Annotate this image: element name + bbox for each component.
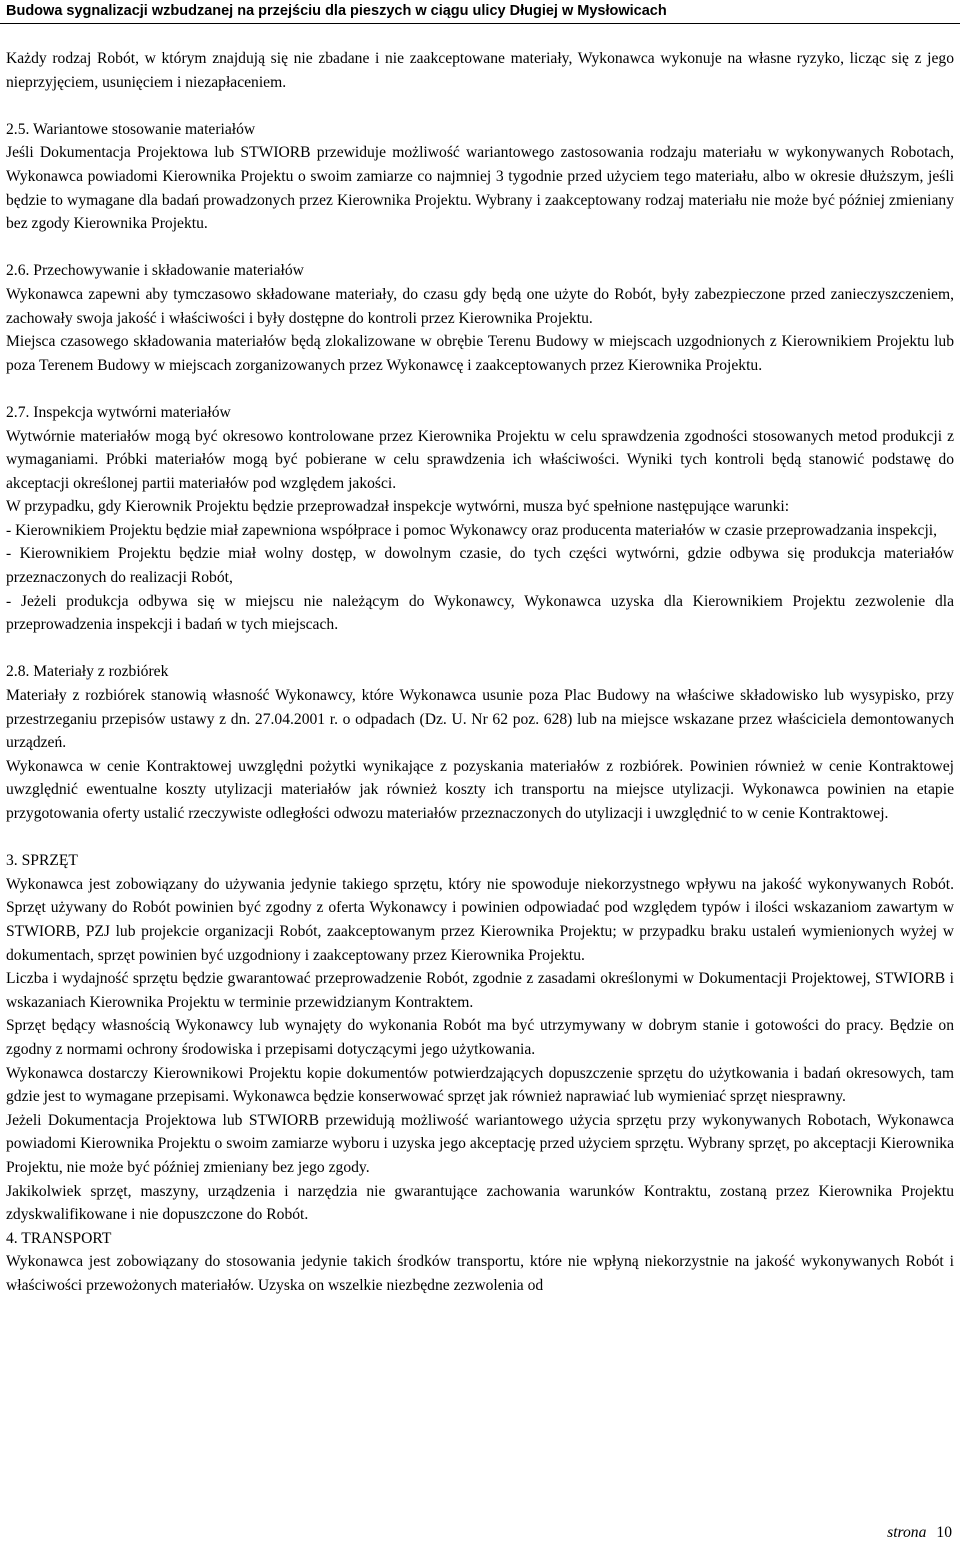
paragraph: 2.5. Wariantowe stosowanie materiałów — [6, 120, 256, 138]
paragraph: Wykonawca dostarczy Kierownikowi Projektu kopie dokumentów potwierdzających dopuszczenie sprzętu do użytkowania i badań okresowych, tam gdzie jest to wymagane przepisami. Wykonawca będzie konserwować sprzęt jak również naprawiać lub wymieniać sprzęt niesprawny. — [6, 1064, 954, 1106]
paragraph: 4. TRANSPORT — [6, 1229, 112, 1247]
paragraph: Liczba i wydajność sprzętu będzie gwarantować przeprowadzenie Robót, zgodnie z zasadami określonymi w Dokumentacji Projektowej, STWIORB i wskazaniach Kierownika Projektu w terminie przewidzianym Kontraktem. — [6, 970, 954, 1011]
paragraph-spacer — [6, 826, 954, 850]
paragraph: Miejsca czasowego składowania materiałów będą zlokalizowane w obrębie Terenu Budowy w miejscach uzgodnionych z Kierownikiem Projektu lub poza Terenem Budowy w miejscach zorganizowanych przez Wykonawcę i zaakceptowanych przez Kierownika Projektu. — [6, 333, 954, 374]
paragraph: Wykonawca jest zobowiązany do używania jedynie takiego sprzętu, który nie spowoduje niekorzystnego wpływu na jakość wykonywanych Robót. Sprzęt używany do Robót powinien być zgodny z oferta Wykonawcy i powinien odpowiadać pod względem typów i ilości wskazaniom zawartym w STWIORB, PZJ lub projekcie organizacji Robót, zaakceptowanym przez Kierownika Projektu; w przypadku braku ustaleń wymienionych wyżej w dokumentach, sprzęt powinien być uzgodniony i zaakceptowany przez Kierownika Projektu. — [6, 875, 954, 964]
page-number: 10 — [936, 1524, 952, 1541]
document-header-title: Budowa sygnalizacji wzbudzanej na przejściu dla pieszych w ciągu ulicy Długiej w Mysłowicach — [6, 3, 667, 19]
paragraph: 2.8. Materiały z rozbiórek — [6, 663, 169, 681]
document-header — [0, 0, 960, 24]
paragraph: Materiały z rozbiórek stanowią własność Wykonawcy, które Wykonawca usunie poza Plac Budowy na właściwe składowisko lub wysypisko, przy przestrzeganiu przepisów ustawy z dn. 27.04.2001 r. o odpadach (Dz. U. Nr 62 poz. 628) lub na miejsce wskazane przez właściciela demontowanych urządzeń. — [6, 687, 954, 752]
paragraph: Wytwórnie materiałów mogą być okresowo kontrolowane przez Kierownika Projektu w celu sprawdzenia zgodności stosowanych metod produkcji z wymaganiami. Próbki materiałów mogą być pobierane w celu sprawdzenia ich właściwości. Wyniki tych kontroli będą stanowić podstawę do akceptacji określonej partii materiałów pod względem jakości. — [6, 427, 954, 492]
paragraph-spacer — [6, 94, 954, 118]
paragraph: - Jeżeli produkcja odbywa się w miejscu nie należącym do Wykonawcy, Wykonawca uzyska dla Kierownikiem Projektu zezwolenie dla przeprowadzenia inspekcji i badań w tych miejscach. — [6, 592, 954, 634]
paragraph: Sprzęt będący własnością Wykonawcy lub wynajęty do wykonania Robót ma być utrzymywany w dobrym stanie i gotowości do pracy. Będzie on zgodny z normami ochrony środowiska i przepisami dotyczącymi jego użytkowania. — [6, 1017, 954, 1058]
paragraph: Jeżeli Dokumentacja Projektowa lub STWIORB przewidują możliwość wariantowego użycia sprzętu przy wykonywanych Robotach, Wykonawca powiadomi Kierownika Projektu o swoim zamiarze wyboru i uzyska jego akceptację przed użyciem sprzętu. Wybrany sprzęt, po akceptacji Kierownika Projektu, nie może być później zmieniany bez jego zgody. — [6, 1111, 954, 1176]
paragraph: - Kierownikiem Projektu będzie miał wolny dostęp, w dowolnym czasie, do tych części wytwórni, gdzie odbywa się produkcja materiałów przeznaczonych do realizacji Robót, — [6, 545, 954, 587]
paragraph: - Kierownikiem Projektu będzie miał zapewniona współprace i pomoc Wykonawcy oraz producenta materiałów w czasie przeprowadzania inspekcji, — [6, 521, 938, 539]
paragraph-spacer — [6, 637, 954, 661]
page-footer — [887, 1524, 952, 1542]
paragraph-spacer — [6, 377, 954, 401]
paragraph: Wykonawca zapewni aby tymczasowo składowane materiały, do czasu gdy będą one użyte do Robót, były zabezpieczone przed zanieczyszczeniem, zachowały swoja jakość i właściwości i były dostępne do kontroli przez Kierownika Projektu. — [6, 285, 954, 327]
paragraph: Wykonawca jest zobowiązany do stosowania jedynie takich środków transportu, które nie wpłyną niekorzystnie na jakość wykonywanych Robót i właściwości przewożonych materiałów. Uzyska on wszelkie niezbędne zezwolenia od — [6, 1253, 954, 1294]
paragraph: Jeśli Dokumentacja Projektowa lub STWIORB przewiduje możliwość wariantowego zastosowania rodzaju materiału w wykonywanych Robotach, Wykonawca powiadomi Kierownika Projektu o swoim zamiarze co najmniej 3 tygodnie przed użyciem tego materiału, albo w okresie dłuższym, jeśli będzie to wymagane dla badań prowadzonych przez Kierownika Projektu. Wybrany i zaakceptowany rodzaj materiału nie może być później zmieniany bez zgody Kierownika Projektu. — [6, 144, 954, 233]
paragraph: Wykonawca w cenie Kontraktowej uwzględni pożytki wynikające z pozyskania materiałów z rozbiórek. Powinien również w cenie Kontraktowej uwzględnić ewentualne koszty utylizacji materiałów jak również koszty ich transportu na miejsce utylizacji. Wykonawca powinien na etapie przygotowania oferty ustalić rzeczywiste odległości odwozu materiałów przeznaczonych do utylizacji i uwzględnić to w cenie Kontraktowej. — [6, 757, 954, 822]
paragraph: 2.6. Przechowywanie i składowanie materiałów — [6, 262, 304, 280]
page-label: strona — [887, 1524, 927, 1541]
paragraph: Każdy rodzaj Robót, w którym znajdują się nie zbadane i nie zaakceptowane materiały, Wykonawca wykonuje na własne ryzyko, licząc się z jego nieprzyjęciem, usunięciem i niezapłaceniem. — [6, 50, 954, 91]
paragraph: 2.7. Inspekcja wytwórni materiałów — [6, 403, 231, 421]
paragraph-spacer — [6, 236, 954, 260]
document-body — [6, 47, 954, 1297]
paragraph: W przypadku, gdy Kierownik Projektu będzie przeprowadzał inspekcje wytwórni, musza być spełnione następujące warunki: — [6, 498, 790, 516]
paragraph: 3. SPRZĘT — [6, 852, 78, 870]
paragraph: Jakikolwiek sprzęt, maszyny, urządzenia i narzędzia nie gwarantujące zachowania warunków Kontraktu, zostaną przez Kierownika Projektu zdyskwalifikowane i nie dopuszczone do Robót. — [6, 1182, 954, 1224]
